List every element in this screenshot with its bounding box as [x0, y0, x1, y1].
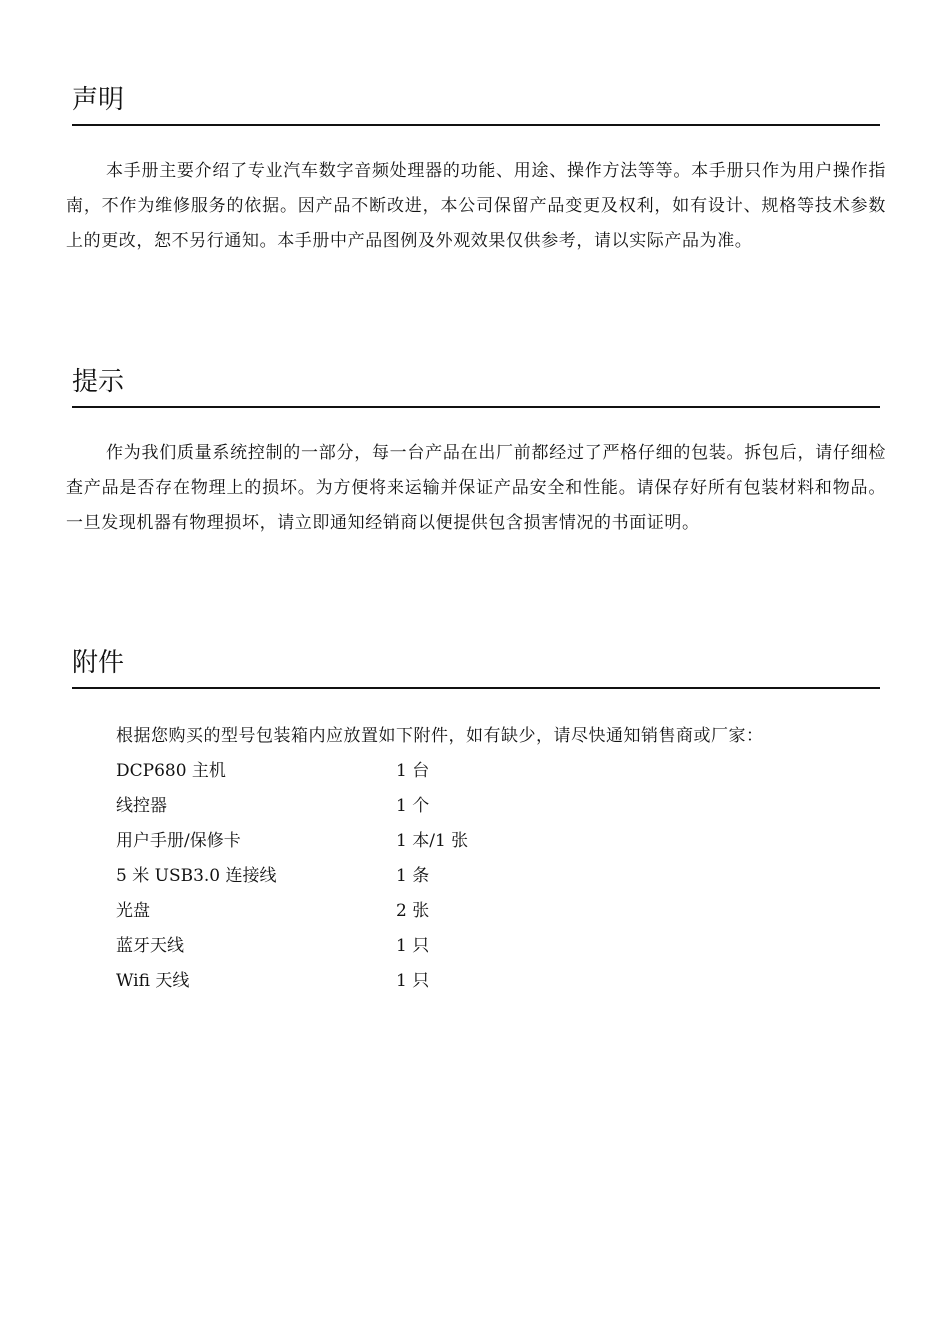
accessory-quantity: 1 只 [396, 936, 430, 956]
declaration-divider [72, 124, 880, 126]
declaration-paragraph: 本手册主要介绍了专业汽车数字音频处理器的功能、用途、操作方法等等。本手册只作为用户操作指南，不作为维修服务的依据。因产品不断改进，本公司保留产品变更及权利，如有设计、规格等技术参数上的更改，恕不另行通知。本手册中产品图例及外观效果仅供参考，请以实际产品为准。 [66, 161, 886, 251]
accessory-quantity: 1 只 [396, 971, 430, 991]
accessory-item [116, 754, 886, 789]
accessory-quantity: 2 张 [396, 901, 430, 921]
accessories-section [66, 645, 886, 999]
accessory-item [116, 859, 886, 894]
accessories-intro: 根据您购买的型号包装箱内应放置如下附件，如有缺少，请尽快通知销售商或厂家： [116, 726, 764, 746]
notice-divider [72, 406, 880, 408]
accessory-item [116, 789, 886, 824]
accessory-item [116, 964, 886, 999]
accessory-name: Wifi 天线 [116, 971, 190, 991]
accessory-name: 光盘 [116, 901, 150, 921]
accessories-list [116, 754, 886, 999]
accessory-item [116, 929, 886, 964]
accessory-quantity: 1 条 [396, 866, 430, 886]
accessory-name: DCP680 主机 [116, 761, 226, 781]
accessories-title: 附件 [72, 648, 125, 678]
notice-section [66, 364, 886, 541]
accessory-quantity: 1 台 [396, 761, 430, 781]
notice-title: 提示 [72, 367, 125, 397]
notice-paragraph: 作为我们质量系统控制的一部分，每一台产品在出厂前都经过了严格仔细的包装。拆包后，请仔细检查产品是否存在物理上的损坏。为方便将来运输并保证产品安全和性能。请保存好所有包装材料和物品。一旦发现机器有物理损坏，请立即通知经销商以便提供包含损害情况的书面证明。 [66, 443, 886, 533]
accessory-name: 用户手册/保修卡 [116, 831, 241, 851]
declaration-title: 声明 [72, 85, 125, 115]
accessory-name: 线控器 [116, 796, 167, 816]
accessory-name: 蓝牙天线 [116, 936, 184, 956]
accessories-divider [72, 687, 880, 689]
accessory-item [116, 824, 886, 859]
accessory-name: 5 米 USB3.0 连接线 [116, 866, 277, 886]
accessory-quantity: 1 个 [396, 796, 430, 816]
accessory-item [116, 894, 886, 929]
declaration-section [66, 82, 886, 259]
accessory-quantity: 1 本/1 张 [396, 831, 469, 851]
